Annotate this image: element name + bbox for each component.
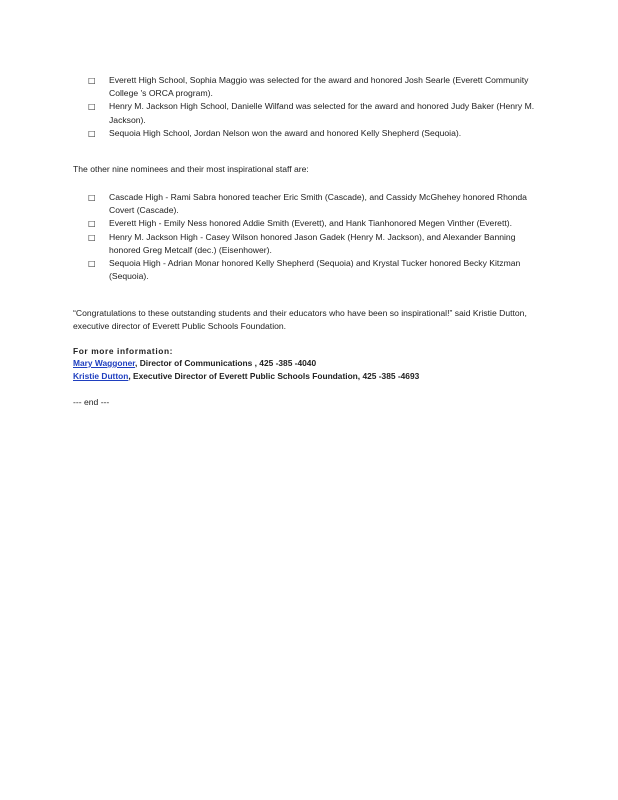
list-item-text: Sequoia High School, Jordan Nelson won the award and honored Kelly Shepherd (Sequoia). bbox=[109, 127, 462, 138]
checkbox-bullet-icon: □ bbox=[88, 232, 96, 242]
list-item bbox=[88, 257, 538, 283]
list-item-text: Everett High - Emily Ness honored Addie Smith (Everett), and Hank Tianhonored Megen Vinther (Everett). bbox=[109, 218, 512, 229]
winners-list bbox=[88, 74, 538, 140]
list-item bbox=[88, 191, 538, 217]
list-item-text: Cascade High - Rami Sabra honored teacher Eric Smith (Cascade), and Cassidy McGhehey honored Rhonda Covert (Cascade). bbox=[109, 192, 527, 216]
checkbox-bullet-icon: □ bbox=[88, 259, 96, 269]
checkbox-bullet-icon: □ bbox=[88, 102, 96, 112]
checkbox-bullet-icon: □ bbox=[88, 128, 96, 138]
contact-details: , Executive Director of Everett Public Schools Foundation, 425 -385 -4693 bbox=[128, 371, 420, 381]
list-item bbox=[88, 217, 538, 230]
nominees-list bbox=[88, 191, 538, 283]
kristie-dutton-link[interactable]: Kristie Dutton bbox=[73, 371, 129, 381]
list-item-text: Henry M. Jackson High - Casey Wilson honored Jason Gadek (Henry M. Jackson), and Alexander Banning honored Greg Metcalf (dec.) (Eisenhower). bbox=[109, 231, 516, 255]
mary-waggoner-link[interactable]: Mary Waggoner bbox=[73, 358, 136, 368]
list-item bbox=[88, 231, 538, 257]
contact-row bbox=[73, 370, 553, 383]
checkbox-bullet-icon: □ bbox=[88, 219, 96, 229]
quote-paragraph: “Congratulations to these outstanding students and their educators who have been so inspirational!” said Kristie Dutton, executive director of Everett Public Schools Foundation. bbox=[73, 308, 527, 332]
list-item bbox=[88, 100, 538, 126]
contact-heading: For more information: bbox=[73, 346, 174, 356]
list-item bbox=[88, 127, 538, 140]
checkbox-bullet-icon: □ bbox=[88, 193, 96, 202]
list-item-text: Henry M. Jackson High School, Danielle Wilfand was selected for the award and honored Judy Baker (Henry M. Jackson). bbox=[109, 101, 535, 125]
end-marker: --- end --- bbox=[73, 397, 110, 407]
list-item-text: Everett High School, Sophia Maggio was selected for the award and honored Josh Searle (Everett Community College 's ORCA program). bbox=[109, 75, 529, 99]
list-item bbox=[88, 74, 538, 100]
nominees-intro: The other nine nominees and their most inspirational staff are: bbox=[73, 164, 309, 174]
list-item-text: Sequoia High - Adrian Monar honored Kelly Shepherd (Sequoia) and Krystal Tucker honored Becky Kitzman (Sequoia). bbox=[109, 258, 521, 282]
contact-row bbox=[73, 357, 553, 370]
contact-details: , Director of Communications , 425 -385 -4040 bbox=[135, 358, 317, 368]
checkbox-bullet-icon: □ bbox=[88, 76, 96, 85]
